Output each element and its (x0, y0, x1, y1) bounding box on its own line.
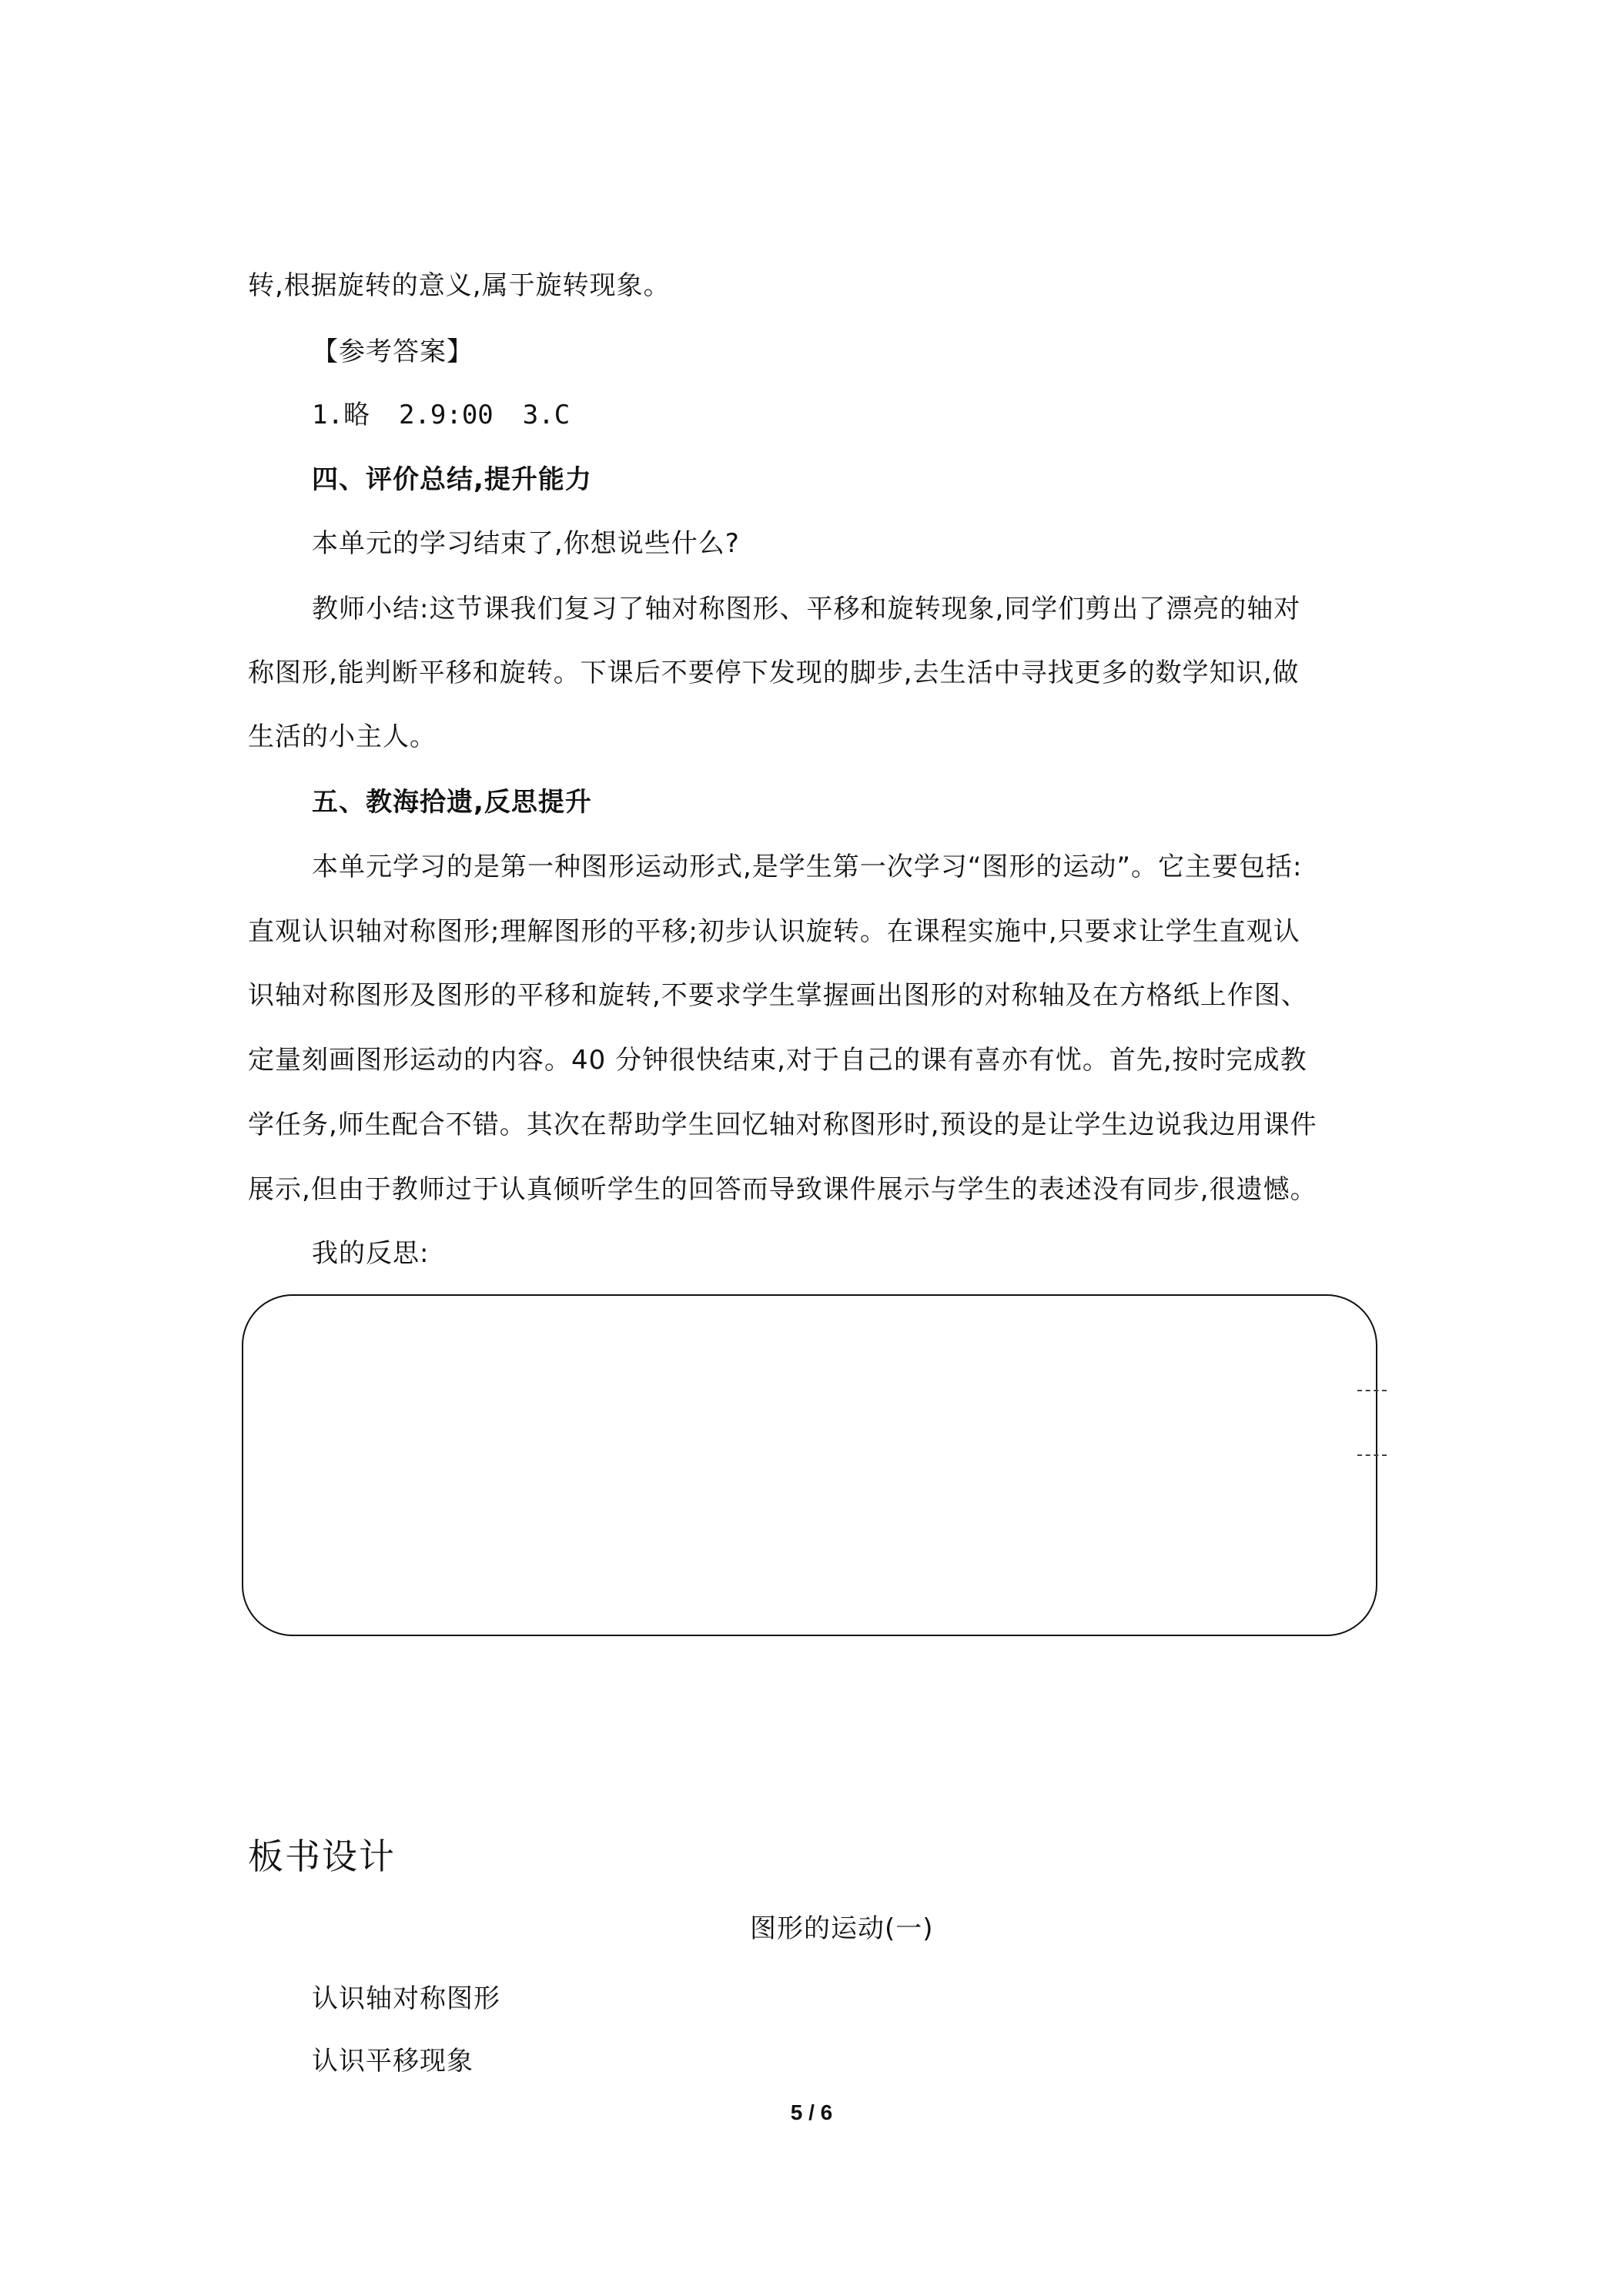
page-number: 5 / 6 (790, 2100, 833, 2124)
teacher-summary-line-1: 教师小结:这节课我们复习了轴对称图形、平移和旋转现象,同学们剪出了漂亮的轴对 (312, 594, 1301, 624)
section-heading-5: 五、教海拾遗,反思提升 (312, 787, 592, 818)
teacher-summary-line-2: 称图形,能判断平移和旋转。下课后不要停下发现的脚步,去生活中寻找更多的数学知识,做 (248, 658, 1300, 688)
teacher-summary-line-3: 生活的小主人。 (248, 721, 437, 752)
board-item: 认识平移现象 (312, 2046, 474, 2077)
reflection-text-line-6: 展示,但由于教师过于认真倾听学生的回答而导致课件展示与学生的表述没有同步,很遗憾。 (248, 1174, 1317, 1205)
dashed-mark (1357, 1390, 1387, 1391)
dashed-mark (1357, 1454, 1387, 1456)
board-title: 图形的运动(一) (750, 1913, 934, 1944)
answer-1: 1.略 (312, 400, 370, 430)
paragraph-question: 本单元的学习结束了,你想说些什么? (312, 528, 740, 559)
answer-heading: 【参考答案】 (312, 336, 474, 367)
paragraph-continuation: 转,根据旋转的意义,属于旋转现象。 (248, 270, 671, 301)
section-heading-4: 四、评价总结,提升能力 (312, 464, 592, 495)
answer-list (312, 398, 570, 432)
reflection-text-line-3: 识轴对称图形及图形的平移和旋转,不要求学生掌握画出图形的对称轴及在方格纸上作图、 (248, 980, 1308, 1011)
reflection-text-line-4: 定量刻画图形运动的内容。40 分钟很快结束,对于自己的课有喜亦有忧。首先,按时完成教 (248, 1045, 1307, 1076)
reflection-text-line-2: 直观认识轴对称图形;理解图形的平移;初步认识旋转。在课程实施中,只要求让学生直观认 (248, 916, 1300, 947)
reflection-text-line-1: 本单元学习的是第一种图形运动形式,是学生第一次学习“图形的运动”。它主要包括: (312, 852, 1303, 882)
reflection-box (242, 1294, 1377, 1636)
my-reflection-label: 我的反思: (312, 1238, 430, 1269)
answer-3: 3.C (522, 400, 571, 430)
board-design-heading: 板书设计 (248, 1836, 396, 1877)
board-item: 认识轴对称图形 (312, 1983, 500, 2014)
answer-2: 2.9:00 (398, 400, 494, 430)
reflection-text-line-5: 学任务,师生配合不错。其次在帮助学生回忆轴对称图形时,预设的是让学生边说我边用课件 (248, 1110, 1317, 1140)
